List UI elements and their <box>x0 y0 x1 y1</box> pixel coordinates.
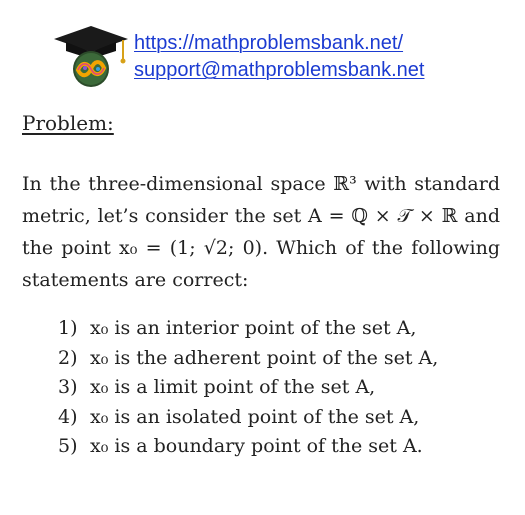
option-number: 1) <box>58 317 78 339</box>
option-number: 2) <box>58 346 78 369</box>
problem-heading: Problem: <box>22 111 114 135</box>
option-text: x₀ is the adherent point of the set A, <box>90 346 439 369</box>
option-text: x₀ is an isolated point of the set A, <box>90 405 420 428</box>
option-text: x₀ is a boundary point of the set A. <box>90 435 423 457</box>
option-item-5 <box>58 432 438 462</box>
option-item-2 <box>58 344 438 374</box>
option-text: x₀ is a limit point of the set A, <box>90 376 376 398</box>
option-item-4 <box>58 403 438 433</box>
website-link[interactable]: https://mathproblemsbank.net/ <box>134 32 404 54</box>
header <box>48 18 488 88</box>
problem-statement <box>22 168 500 296</box>
statement-line-3: the point x₀ = (1; √2; 0). Which of the following <box>22 237 500 259</box>
contact-links <box>134 30 424 84</box>
statement-line-4: statements are correct: <box>22 269 249 291</box>
option-number: 5) <box>58 435 78 457</box>
option-number: 3) <box>58 376 78 398</box>
option-item-1 <box>58 314 438 344</box>
statement-line-2: metric, let’s consider the set A = ℚ × 𝒯 × ℝ and <box>22 205 500 227</box>
email-link[interactable]: support@mathproblemsbank.net <box>134 59 425 81</box>
graduation-cap-infinity-logo-icon <box>48 18 134 88</box>
answer-options <box>58 314 438 462</box>
option-text: x₀ is an interior point of the set A, <box>90 317 417 339</box>
statement-line-1: In the three-dimensional space ℝ³ with standard <box>22 173 500 195</box>
option-item-3 <box>58 373 438 403</box>
option-number: 4) <box>58 405 78 428</box>
